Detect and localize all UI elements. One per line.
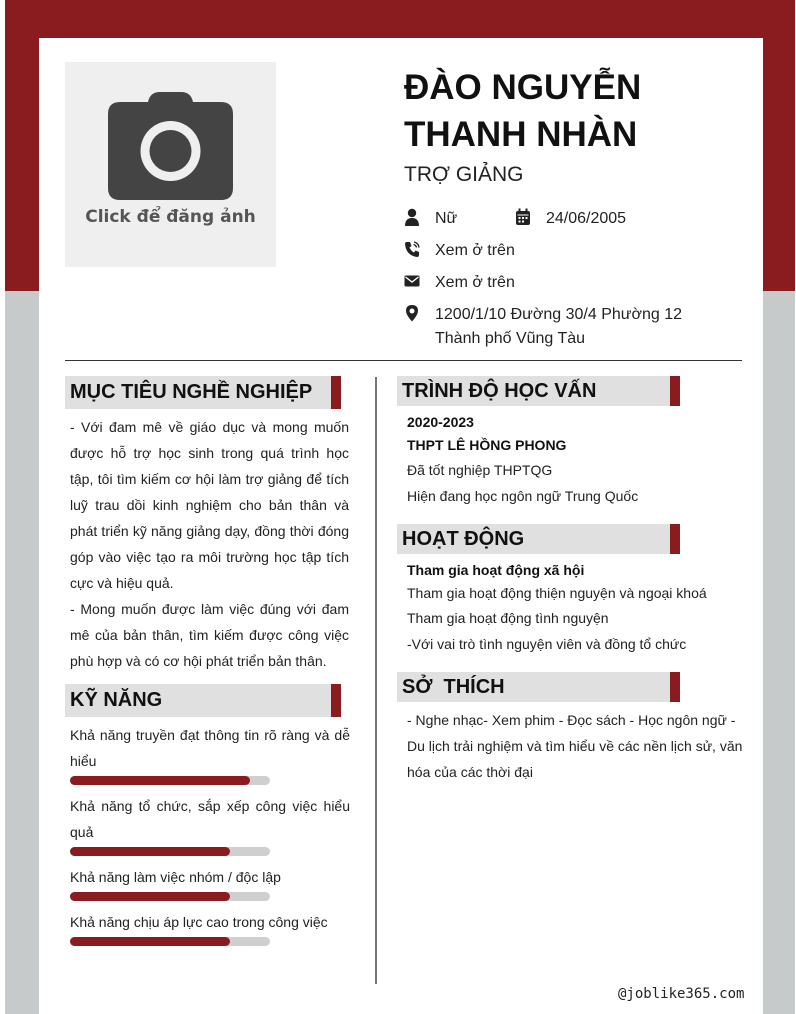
education-header (397, 376, 680, 406)
objective-title: MỤC TIÊU NGHỀ NGHIỆP (70, 381, 313, 403)
section-accent (670, 524, 680, 554)
watermark: @joblike365.com (618, 986, 745, 1002)
candidate-role: TRỢ GIẢNG (404, 163, 524, 186)
activities-line-1: Tham gia hoạt động thiện nguyện và ngoại khoá (407, 585, 707, 601)
envelope-icon (404, 272, 420, 290)
education-title: TRÌNH ĐỘ HỌC VẤN (402, 380, 597, 402)
location-pin-icon (404, 304, 420, 322)
objective-header (65, 376, 341, 409)
skill-label: Khả năng tổ chức, sắp xếp công việc hiểu quả (70, 798, 350, 840)
skill-level-bar (70, 847, 270, 856)
skill-level-fill (70, 892, 230, 901)
section-accent (670, 376, 680, 406)
section-accent (331, 376, 341, 409)
hobbies-header (397, 672, 680, 702)
phone-value: Xem ở trên (435, 242, 515, 259)
email-value: Xem ở trên (435, 274, 515, 291)
skill-level-bar (70, 776, 270, 785)
skill-level-fill (70, 847, 230, 856)
activities-title: HOẠT ĐỘNG (402, 528, 525, 550)
skill-level-bar (70, 937, 270, 946)
candidate-name: ĐÀO NGUYỄN THANH NHÀN (404, 68, 642, 154)
calendar-icon (515, 208, 531, 226)
education-school: THPT LÊ HỒNG PHONG (407, 437, 567, 453)
education-period: 2020-2023 (407, 414, 474, 430)
address-line-2: Thành phố Vũng Tàu (435, 330, 586, 347)
activities-heading: Tham gia hoạt động xã hội (407, 562, 585, 578)
phone-icon (404, 240, 420, 258)
skill-level-fill (70, 937, 230, 946)
skill-label: Khả năng truyền đạt thông tin rõ ràng và dễ hiểu (70, 727, 350, 769)
hobbies-title: SỞ THÍCH (402, 676, 505, 698)
skill-label: Khả năng chịu áp lực cao trong công việc (70, 914, 328, 930)
education-line-1: Đã tốt nghiệp THPTQG (407, 462, 553, 478)
skills-header (65, 684, 341, 717)
objective-paragraph-2: - Mong muốn được làm việc đúng với đam mê của bản thân, tìm kiếm được công việc phù hợp và có cơ hội phát triển bản thân. (70, 601, 349, 669)
activities-header (397, 524, 680, 554)
section-accent (331, 684, 341, 717)
activities-line-2: Tham gia hoạt động tình nguyện (407, 610, 609, 626)
skill-label: Khả năng làm việc nhóm / độc lập (70, 869, 281, 885)
activities-line-3: -Với vai trò tình nguyện viên và đồng tổ chức (407, 636, 687, 652)
photo-upload-label: Click để đăng ảnh (85, 207, 256, 227)
column-divider (375, 377, 377, 984)
camera-icon (108, 90, 233, 200)
skill-level-fill (70, 776, 250, 785)
address-line-1: 1200/1/10 Đường 30/4 Phường 12 (435, 306, 683, 323)
birthday-value: 24/06/2005 (546, 210, 627, 227)
section-accent (670, 672, 680, 702)
education-line-2: Hiện đang học ngôn ngữ Trung Quốc (407, 488, 639, 504)
photo-upload[interactable] (65, 62, 276, 267)
user-icon (404, 208, 420, 226)
objective-paragraph-1: - Với đam mê về giáo dục và mong muốn được hỗ trợ học sinh trong quá trình học tập, tôi tìm kiếm cơ hội làm trợ giảng để tích luỹ trau dồi kinh nghiệm cho bản thân và phát triển kỹ năng giảng dạy, đồng thời đóng góp vào việc tạo ra môi trường học tập tích cực và hiệu quả. (70, 419, 349, 591)
gender-value: Nữ (435, 210, 458, 227)
skills-title: KỸ NĂNG (70, 689, 163, 711)
hobbies-text: - Nghe nhạc- Xem phim - Đọc sách - Học ngôn ngữ - Du lịch trải nghiệm và tìm hiểu về các nền lịch sử, văn hóa của các thời đại (407, 712, 743, 780)
skill-level-bar (70, 892, 270, 901)
header-divider (65, 360, 742, 361)
